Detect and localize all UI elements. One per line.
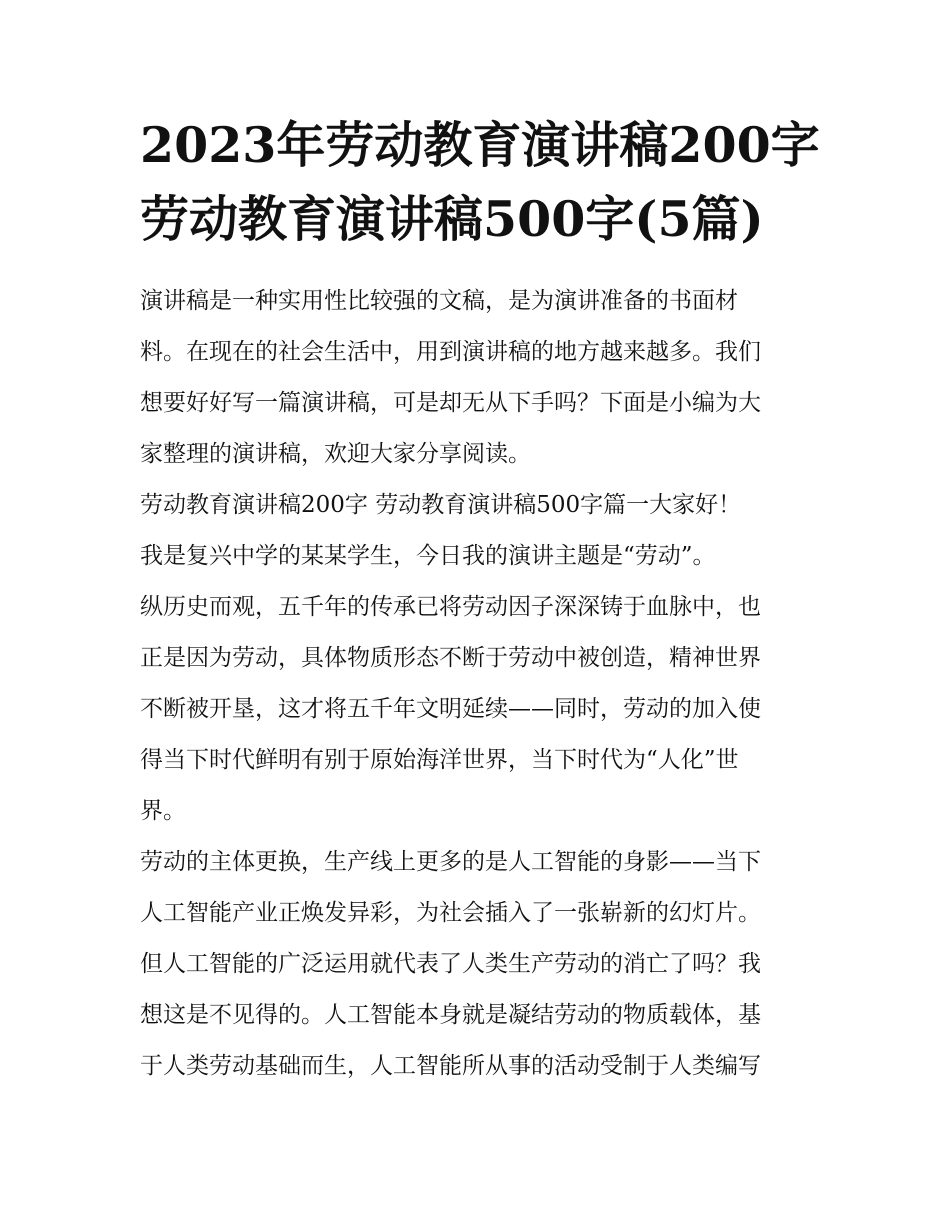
paragraph-subtitle-greeting: 劳动教育演讲稿200字 劳动教育演讲稿500字篇一大家好！ <box>140 492 742 518</box>
paragraph-self-intro: 我是复兴中学的某某学生，今日我的演讲主题是“劳动”。 <box>140 543 716 569</box>
document-title: 2023年劳动教育演讲稿200字 劳动教育演讲稿500字(5篇) <box>140 116 820 248</box>
paragraph-intro: 演讲稿是一种实用性比较强的文稿，是为演讲准备的书面材 料。在现在的社会生活中，用到演讲稿的地方越来越多。我们 想要好好写一篇演讲稿，可是却无从下手吗？下面是小编为大 家整理的演讲稿，欢迎大家分享阅读。 <box>140 288 761 467</box>
document-body <box>140 276 830 1092</box>
paragraph-ai: 劳动的主体更换，生产线上更多的是人工智能的身影——当下 人工智能产业正焕发异彩，为社会插入了一张崭新的幻灯片。 但人工智能的广泛运用就代表了人类生产劳动的消亡了吗？我 想这是不见得的。人工智能本身就是凝结劳动的物质载体，基 于人类劳动基础而生，人工智能所从事的活动受制于人类编写 <box>140 849 761 1079</box>
paragraph-history: 纵历史而观，五千年的传承已将劳动因子深深铸于血脉中，也 正是因为劳动，具体物质形态不断于劳动中被创造，精神世界 不断被开垦，这才将五千年文明延续——同时，劳动的加入使 得当下时代鲜明有别于原始海洋世界，当下时代为“人化”世 界。 <box>140 594 761 824</box>
